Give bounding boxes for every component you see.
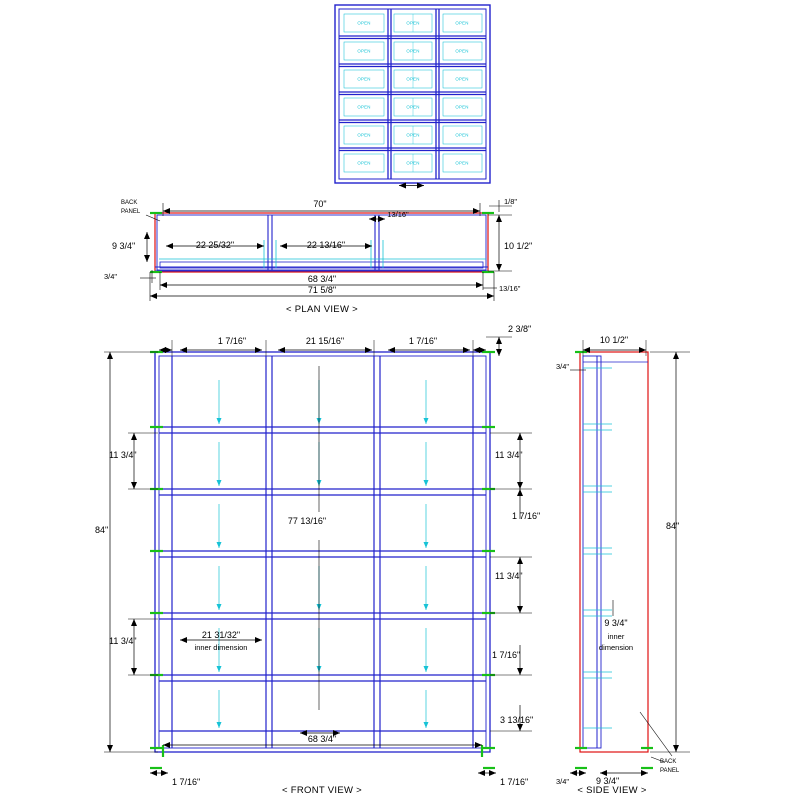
plan-back-panel-label-line2: PANEL [121, 209, 141, 215]
side-view-geometry [570, 340, 690, 773]
plan-right-offset-dim: 13/16" [499, 284, 521, 293]
thumbnail-cell-label: OPEN [455, 132, 469, 138]
thumbnail-elevation [335, 5, 490, 186]
side-bottom-depth-dim: 9 3/4" [596, 776, 620, 786]
plan-base-width-dim: 68 3/4" [307, 274, 337, 284]
front-center-bay-dim: 21 15/16" [305, 336, 345, 346]
plan-bottom-thickness-dim: 3/4" [104, 272, 118, 281]
front-shelf-spacing-1-dim: 11 3/4" [109, 450, 137, 460]
front-view-geometry [104, 337, 532, 773]
side-inner-depth-note-1: inner [607, 632, 625, 641]
thumbnail-cell-label: OPEN [406, 104, 420, 110]
front-toe-kick-dim: 3 13/16" [500, 715, 534, 725]
thumbnail-cell-label: OPEN [357, 20, 371, 26]
plan-overall-width-dim: 70" [313, 199, 327, 209]
front-bottom-left-stile-dim: 1 7/16" [172, 777, 201, 787]
front-shelf-spacing-2-dim: 11 3/4" [109, 636, 137, 646]
front-rail-thickness-2-dim: 1 7/16" [492, 650, 521, 660]
side-inner-depth-note-2: dimension [598, 643, 634, 652]
side-height-dim: 84" [666, 521, 680, 531]
front-base-width-dim: 68 3/4" [307, 734, 337, 744]
front-shelf-spacing-right-2-dim: 11 3/4" [495, 571, 523, 581]
front-top-gap-dim: 2 3/8" [508, 324, 532, 334]
plan-top-thickness-dim: 1/8" [504, 197, 518, 206]
front-inner-width-dim: 21 31/32" [201, 630, 241, 640]
thumbnail-cell-label: OPEN [455, 48, 469, 54]
side-bottom-thickness-dim: 3/4" [556, 777, 570, 786]
front-interior-height-dim: 77 13/16" [287, 516, 327, 526]
side-back-panel-label-line2: PANEL [660, 768, 680, 774]
front-inner-width-note: inner dimension [194, 643, 248, 652]
thumbnail-cell-label: OPEN [455, 104, 469, 110]
thumbnail-cell-label: OPEN [406, 132, 420, 138]
side-view-title: < SIDE VIEW > [577, 785, 647, 796]
plan-right-bay-dim: 22 13/16" [306, 240, 346, 250]
front-rail-thickness-1-dim: 1 7/16" [512, 511, 541, 521]
plan-inner-depth-dim: 9 3/4" [112, 241, 136, 251]
side-inner-depth-dim: 9 3/4" [604, 618, 628, 628]
thumbnail-cell-label: OPEN [455, 76, 469, 82]
thumbnail-cell-label: OPEN [357, 104, 371, 110]
side-back-panel-label-line1: BACK [660, 759, 677, 765]
front-view-title: < FRONT VIEW > [281, 785, 363, 796]
plan-partition-thickness-dim: 13/16" [387, 210, 409, 219]
plan-left-bay-dim: 22 25/32" [195, 240, 235, 250]
plan-back-panel-label-line1: BACK [121, 200, 138, 206]
thumbnail-cell-label: OPEN [406, 76, 420, 82]
thumbnail-cell-label: OPEN [357, 76, 371, 82]
front-shelf-spacing-right-1-dim: 11 3/4" [495, 450, 523, 460]
thumbnail-cell-label: OPEN [406, 48, 420, 54]
front-right-stile-dim: 1 7/16" [408, 336, 438, 346]
thumbnail-cell-label: OPEN [406, 160, 420, 166]
plan-outer-width-dim: 71 5/8" [307, 285, 337, 295]
plan-view-title: < PLAN VIEW > [285, 304, 359, 315]
thumbnail-cell-label: OPEN [357, 160, 371, 166]
thumbnail-cell-label: OPEN [357, 48, 371, 54]
plan-overall-depth-dim: 10 1/2" [504, 241, 533, 251]
side-overall-depth-dim: 10 1/2" [599, 335, 629, 345]
thumbnail-cell-label: OPEN [455, 20, 469, 26]
front-bottom-right-stile-dim: 1 7/16" [500, 777, 529, 787]
side-top-thickness-dim: 3/4" [556, 362, 570, 371]
thumbnail-cell-label: OPEN [406, 20, 420, 26]
front-left-stile-dim: 1 7/16" [217, 336, 247, 346]
thumbnail-cell-label: OPEN [455, 160, 469, 166]
front-overall-height-dim: 84" [95, 525, 109, 535]
thumbnail-cell-label: OPEN [357, 132, 371, 138]
